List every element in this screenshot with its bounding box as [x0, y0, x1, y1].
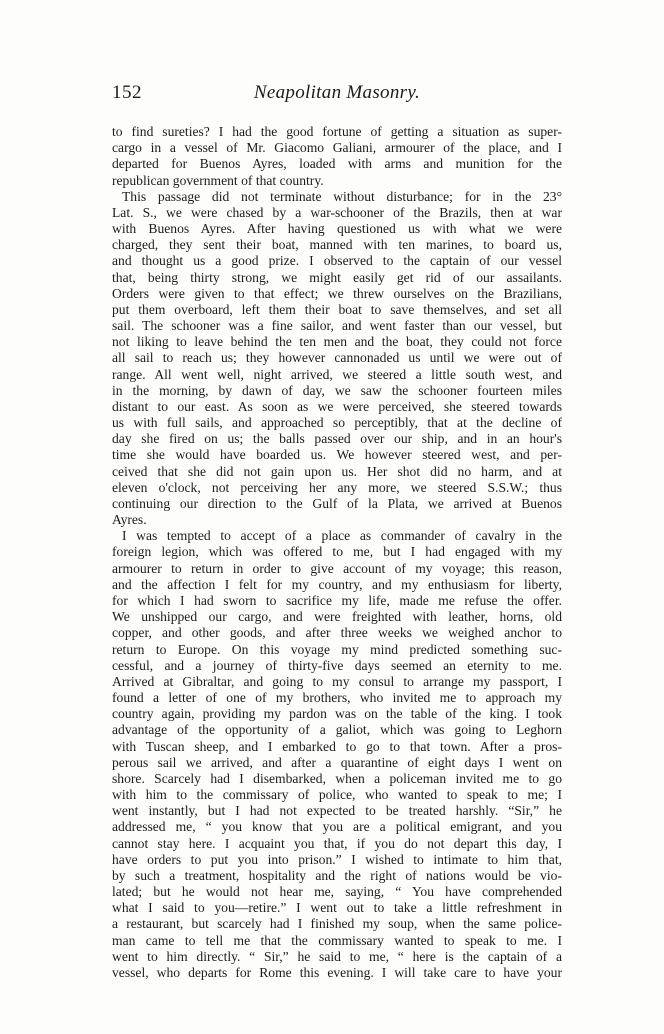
text-line: and the affection I felt for my country, and my enthusiasm for liberty, — [112, 576, 562, 592]
text-line: went instantly, but I had not expected to be treated harshly. “Sir,” he — [112, 803, 562, 819]
text-line: Ayres. — [112, 512, 147, 528]
text-line: We unshipped our cargo, and were freighted with leather, horns, old — [112, 609, 562, 625]
text-line: perous sail we arrived, and after a quarantine of eight days I went on — [112, 754, 562, 770]
text-line: republican government of that country. — [112, 172, 324, 188]
text-line: charged, they sent their boat, manned with ten marines, to board us, — [112, 237, 562, 253]
text-line: with him to the commissary of police, who wanted to speak to me; I — [112, 787, 562, 803]
text-line: with Buenos Ayres. After having questioned us with what we were — [112, 221, 562, 237]
text-line: man came to tell me that the commissary wanted to speak to me. I — [112, 932, 562, 948]
running-title: Neapolitan Masonry. — [253, 82, 421, 103]
text-line: what I said to you—retire.” I went out to take a little refreshment in — [112, 900, 562, 916]
text-line: sail. The schooner was a fine sailor, and went faster than our vessel, but — [112, 318, 562, 334]
text-line: found a letter of one of my brothers, who invited me to approach my — [112, 690, 562, 706]
text-line: departed for Buenos Ayres, loaded with arms and munition for the — [112, 156, 562, 172]
text-line: addressed me, “ you know that you are a political emigrant, and you — [112, 819, 562, 835]
text-line: by such a treatment, hospitality and the right of nations would be vio- — [112, 867, 562, 883]
text-line: and thought us a good prize. I observed to the captain of our vessel — [112, 253, 562, 269]
text-line: went to him directly. “ Sir,” he said to me, “ here is the captain of a — [112, 948, 562, 964]
text-line: advantage of the opportunity of a galiot, which was going to Leghorn — [112, 722, 562, 738]
text-line: return to Europe. On this voyage my mind predicted something suc- — [112, 641, 562, 657]
text-line: cannot stay here. I acquaint you that, if you do not depart this day, I — [112, 835, 562, 851]
text-line: lated; but he would not hear me, saying, “ You have comprehended — [112, 884, 562, 900]
page-number: 152 — [112, 82, 142, 103]
text-line: all sail to reach us; they however cannonaded us until we were out of — [112, 350, 562, 366]
text-line: armourer to return in order to give account of my voyage; this reason, — [112, 560, 562, 576]
text-line: country again, providing my pardon was on the table of the king. I took — [112, 706, 562, 722]
text-line: continuing our direction to the Gulf of la Plata, we arrived at Buenos — [112, 495, 562, 511]
text-line: to find sureties? I had the good fortune of getting a situation as super- — [112, 124, 562, 139]
text-line: Lat. S., we were chased by a war-schooner of the Brazils, then at war — [112, 204, 562, 220]
text-line: distant to our east. As soon as we were perceived, she steered towards — [112, 398, 562, 414]
text-line: put them overboard, left them their boat to save themselves, and set all — [112, 301, 562, 317]
text-line: have orders to put you into prison.” I wished to intimate to him that, — [112, 851, 562, 867]
text-line: a restaurant, but scarcely had I finished my soup, when the same police- — [112, 916, 562, 932]
text-line: us with full sails, and approached so perceptibly, that at the decline of — [112, 415, 562, 431]
text-line: cessful, and a journey of thirty-five days seemed an eternity to me. — [112, 657, 562, 673]
text-line: I was tempted to accept of a place as commander of cavalry in the — [122, 528, 562, 544]
text-line: cargo in a vessel of Mr. Giacomo Galiani, armourer of the place, and I — [112, 140, 562, 156]
text-line: for which I had sworn to sacrifice my life, made me refuse the offer. — [112, 592, 562, 608]
text-line: This passage did not terminate without disturbance; for in the 23° — [122, 188, 562, 204]
text-line: that, being thirty strong, we might easily get rid of our assailants. — [112, 269, 562, 285]
text-line: day she fired on us; the balls passed over our ship, and in an hour's — [112, 431, 562, 447]
text-line: range. All went well, night arrived, we steered a little south west, and — [112, 366, 562, 382]
text-line: not liking to leave behind the ten men and the boat, they could not force — [112, 334, 562, 350]
text-line: Orders were given to that effect; we threw ourselves on the Brazilians, — [112, 285, 562, 301]
text-line: ceived that she did not gain upon us. Her shot did no harm, and at — [112, 463, 562, 479]
text-line: copper, and other goods, and after three weeks we weighed anchor to — [112, 625, 562, 641]
text-line: foreign legion, which was offered to me, but I had engaged with my — [112, 544, 562, 560]
page-header — [112, 82, 562, 110]
text-line: Arrived at Gibraltar, and going to my consul to arrange my passport, I — [112, 673, 562, 689]
body-text — [112, 124, 562, 981]
text-line: vessel, who departs for Rome this evening. I will take care to have your — [112, 964, 562, 980]
text-line: eleven o'clock, not perceiving her any more, we steered S.S.W.; thus — [112, 479, 562, 495]
text-line: shore. Scarcely had I disembarked, when a policeman invited me to go — [112, 770, 562, 786]
text-line: with Tuscan sheep, and I embarked to go to that town. After a pros- — [112, 738, 562, 754]
text-line: time she would have boarded us. We however steered west, and per- — [112, 447, 562, 463]
text-line: in the morning, by dawn of day, we saw the schooner fourteen miles — [112, 382, 562, 398]
